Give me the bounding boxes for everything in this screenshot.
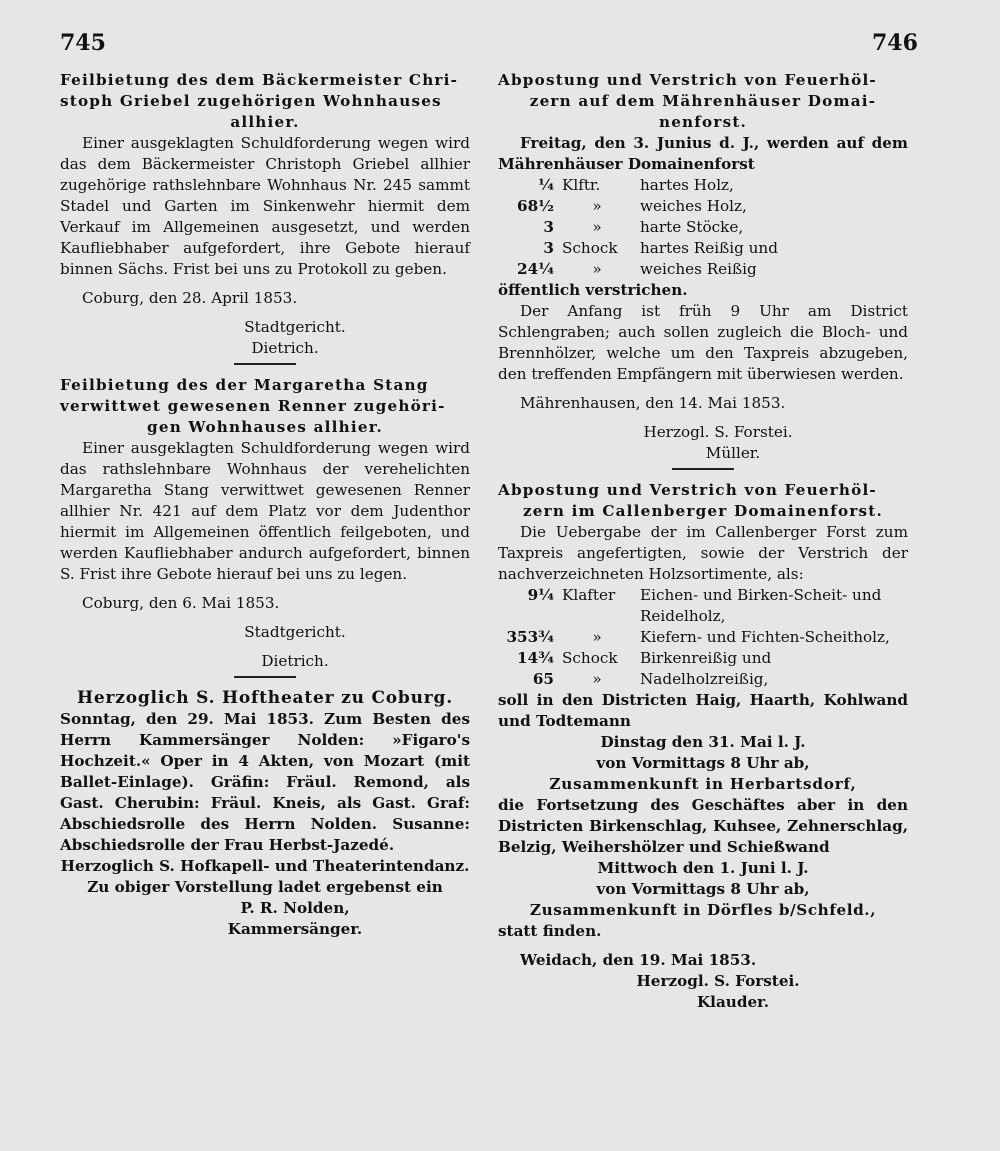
item-cell: weiches Reißig: [640, 260, 757, 278]
table-row: [498, 175, 904, 196]
notice-signature-line: Stadtgericht.: [244, 623, 346, 641]
divider: [672, 468, 734, 470]
left-column: [60, 70, 470, 940]
qty-cell: 9¼: [527, 586, 554, 604]
unit-cell: »: [592, 260, 602, 278]
notice-title-line: Feilbietung des dem Bäckermeister Chri-: [60, 71, 459, 89]
qty-cell: 14¾: [517, 649, 554, 667]
page-number-right: 746: [872, 30, 918, 56]
notice-title-line: Feilbietung des der Margaretha Stang: [60, 376, 429, 394]
unit-cell: Klftr.: [562, 176, 601, 194]
notice-title-line: stoph Griebel zugehörigen Wohnhauses: [60, 92, 442, 110]
notice-maehrenhausen: [498, 70, 908, 470]
table-row: [498, 217, 904, 238]
notice-hoftheater: [60, 688, 470, 940]
notice-stang: [60, 375, 470, 678]
notice-body: Sonntag, den 29. Mai 1853. Zum Besten des Herrn Kammersänger Nolden: »Figaro's Hochzeit.« Oper in 4 Akten, von Mozart (mit Ballet-Einlage). Gräfin: Fräul. Remond, als Gast. Cherubin: Fräul. Kneis, als Gast. Graf: Abschiedsrolle des Herrn Nolden. Susanne: Abschiedsrolle der Frau Herbst-Jazedé.: [60, 710, 470, 854]
unit-cell: Schock: [562, 649, 618, 667]
notice-signature-line: Herzogl. S. Forstei.: [636, 972, 800, 990]
notice-intro: Die Uebergabe der im Callenberger Forst zum Taxpreis angefertigten, sowie der Verstrich der nachverzeichneten Holzsortimente, als:: [498, 523, 908, 583]
meeting-line: von Vormittags 8 Uhr ab,: [596, 880, 810, 898]
item-cell: harte Stöcke,: [640, 218, 744, 236]
table-row: [498, 259, 904, 280]
notice-body: Einer ausgeklagten Schuldforderung wegen wird das rathslehnbare Wohnhaus der verehelichten Margaretha Stang verwittwet gewesenen Renner allhier Nr. 421 auf dem Platz vor dem Judenthor hiermit im Allgemeinen öffentlich feilgeboten, und werden Kaufliebhaber andurch aufgefordert, binnen S. Frist ihre Gebote hierauf bei uns zu legen.: [60, 439, 470, 583]
qty-cell: 65: [532, 670, 554, 688]
unit-cell: »: [592, 197, 602, 215]
unit-cell: »: [592, 670, 602, 688]
table-row: [498, 648, 904, 669]
notice-intro: Freitag, den 3. Junius d. J., werden auf dem Mährenhäuser Domainenforst: [498, 134, 908, 173]
notice-continuation: die Fortsetzung des Geschäftes aber in den Districten Birkenschlag, Kuhsee, Zehnerschlag, Belzig, Weihershölzer und Schießwand: [498, 796, 908, 856]
wood-table: [498, 175, 904, 280]
notice-date: Coburg, den 28. April 1853.: [82, 289, 298, 307]
notice-title-line: zern im Callenberger Domainenforst.: [522, 502, 884, 520]
table-row: [498, 585, 904, 627]
notice-signature-line: Dietrich.: [251, 339, 319, 357]
table-row: [498, 196, 904, 217]
notice-signature-line: Kammersänger.: [227, 920, 363, 938]
item-cell: Nadelholzreißig,: [640, 670, 769, 688]
item-cell: Eichen- und Birken-Scheit- und Reidelholz,: [640, 586, 882, 625]
notice-intendanz: Herzoglich S. Hofkapell- und Theaterintendanz.: [60, 857, 470, 875]
item-cell: hartes Reißig und: [640, 239, 778, 257]
notice-callenberg: [498, 480, 908, 1013]
notice-body: Einer ausgeklagten Schuldforderung wegen wird das dem Bäckermeister Christoph Griebel allhier zugehörige rathslehnbare Wohnhaus Nr. 245 sammt Stadel und Garten im Sinkenwehr hiermit dem Verkauf im Allgemeinen ausgesetzt, und werden Kaufliebhaber aufgefordert, ihre Gebote hierauf binnen Sächs. Frist bei uns zu Protokoll zu geben.: [60, 134, 470, 278]
notice-signature-line: Klauder.: [696, 993, 770, 1011]
notice-signature-line: Dietrich.: [261, 652, 329, 670]
qty-cell: 353¾: [506, 628, 554, 646]
notice-body: Der Anfang ist früh 9 Uhr am District Schlengraben; auch sollen zugleich die Bloch- und Brennhölzer, welche um den Taxpreis abzugeben, den treffenden Empfängern mit überwiesen werden.: [498, 302, 908, 383]
meeting-line: Zusammenkunft in Dörfles b/Schfeld.,: [529, 901, 877, 919]
unit-cell: »: [592, 218, 602, 236]
table-row: [498, 238, 904, 259]
qty-cell: 24¼: [517, 260, 554, 278]
item-cell: Birkenreißig und: [640, 649, 772, 667]
unit-cell: Klafter: [562, 586, 616, 604]
qty-cell: 68½: [517, 197, 554, 215]
notice-title-line: Abpostung und Verstrich von Feuerhöl-: [498, 71, 877, 89]
wood-table: [498, 585, 904, 690]
page-number-left: 745: [60, 30, 106, 56]
notice-title-line: Abpostung und Verstrich von Feuerhöl-: [498, 481, 877, 499]
notice-title-line: gen Wohnhauses allhier.: [147, 418, 383, 436]
table-row: [498, 669, 904, 690]
meeting-line: von Vormittags 8 Uhr ab,: [596, 754, 810, 772]
table-row: [498, 627, 904, 648]
meeting-line: Zusammenkunft in Herbartsdorf,: [549, 775, 857, 793]
unit-cell: Schock: [562, 239, 618, 257]
divider: [234, 363, 296, 365]
notice-title-line: verwittwet gewesenen Renner zugehöri-: [60, 397, 446, 415]
notice-closing: statt finden.: [498, 922, 602, 940]
notice-after-items: öffentlich verstrichen.: [498, 281, 688, 299]
notice-date: Coburg, den 6. Mai 1853.: [82, 594, 280, 612]
qty-cell: 3: [543, 239, 554, 257]
meeting-line: Dinstag den 31. Mai l. J.: [600, 733, 806, 751]
notice-signature-line: Müller.: [705, 444, 761, 462]
divider: [234, 676, 296, 678]
notice-title-line: zern auf dem Mährenhäuser Domai-: [529, 92, 877, 110]
notice-signature-line: Herzogl. S. Forstei.: [643, 423, 793, 441]
qty-cell: 3: [543, 218, 554, 236]
notice-signature-line: Stadtgericht.: [244, 318, 346, 336]
item-cell: weiches Holz,: [640, 197, 747, 215]
notice-date: Mährenhausen, den 14. Mai 1853.: [520, 394, 786, 412]
unit-cell: »: [592, 628, 602, 646]
notice-griebel: [60, 70, 470, 365]
notice-title: Herzoglich S. Hoftheater zu Coburg.: [77, 688, 453, 708]
notice-date: Weidach, den 19. Mai 1853.: [520, 951, 757, 969]
notice-title-line: allhier.: [230, 113, 300, 131]
item-cell: hartes Holz,: [640, 176, 734, 194]
item-cell: Kiefern- und Fichten-Scheitholz,: [640, 628, 890, 646]
qty-cell: ¼: [538, 176, 554, 194]
meeting-line: Mittwoch den 1. Juni l. J.: [597, 859, 809, 877]
notice-invitation: Zu obiger Vorstellung ladet ergebenst ein: [87, 878, 443, 896]
notice-after-items: soll in den Districten Haig, Haarth, Kohlwand und Todtemann: [498, 691, 908, 730]
notice-title-line: nenforst.: [658, 113, 748, 131]
right-column: [498, 70, 908, 1013]
notice-signature-line: P. R. Nolden,: [240, 899, 350, 917]
